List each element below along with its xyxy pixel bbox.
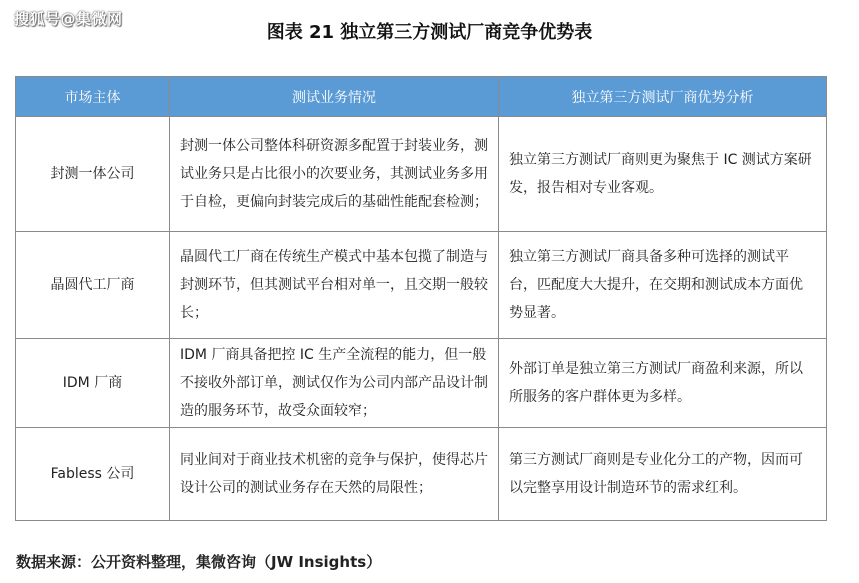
cell-situation: 晶圆代工厂商在传统生产模式中基本包揽了制造与封测环节，但其测试平台相对单一，且交期一般较长； [170, 232, 499, 339]
table-row [16, 117, 827, 232]
cell-advantage: 第三方测试厂商则是专业化分工的产物，因而可以完整享用设计制造环节的需求红利。 [499, 428, 827, 521]
figure-title: 图表 21 独立第三方测试厂商竞争优势表 [266, 22, 593, 43]
cell-advantage: 外部订单是独立第三方测试厂商盈利来源，所以所服务的客户群体更为多样。 [499, 339, 827, 428]
table-row [16, 232, 827, 339]
watermark: 搜狐号@集微网 [14, 10, 123, 28]
table-row [16, 428, 827, 521]
cell-situation: 封测一体公司整体科研资源多配置于封装业务，测试业务只是占比很小的次要业务，其测试业务多用于自检，更偏向封装完成后的基础性能配套检测； [170, 117, 499, 232]
table-row [16, 339, 827, 428]
cell-situation: IDM 厂商具备把控 IC 生产全流程的能力，但一般不接收外部订单，测试仅作为公司内部产品设计制造的服务环节，故受众面较窄； [170, 339, 499, 428]
cell-subject: 封测一体公司 [16, 117, 170, 232]
cell-advantage: 独立第三方测试厂商具备多种可选择的测试平台，匹配度大大提升，在交期和测试成本方面优势显著。 [499, 232, 827, 339]
cell-subject: 晶圆代工厂商 [16, 232, 170, 339]
cell-situation: 同业间对于商业技术机密的竞争与保护，使得芯片设计公司的测试业务存在天然的局限性； [170, 428, 499, 521]
cell-advantage: 独立第三方测试厂商则更为聚焦于 IC 测试方案研发，报告相对专业客观。 [499, 117, 827, 232]
source-note: 数据来源：公开资料整理，集微咨询（JW Insights） [16, 553, 382, 571]
column-header-subject: 市场主体 [16, 77, 170, 117]
cell-subject: Fabless 公司 [16, 428, 170, 521]
column-header-advantage: 独立第三方测试厂商优势分析 [499, 77, 827, 117]
table-header-row [16, 77, 827, 117]
cell-subject: IDM 厂商 [16, 339, 170, 428]
comparison-table-container [15, 76, 826, 521]
column-header-situation: 测试业务情况 [170, 77, 499, 117]
comparison-table [15, 76, 827, 521]
